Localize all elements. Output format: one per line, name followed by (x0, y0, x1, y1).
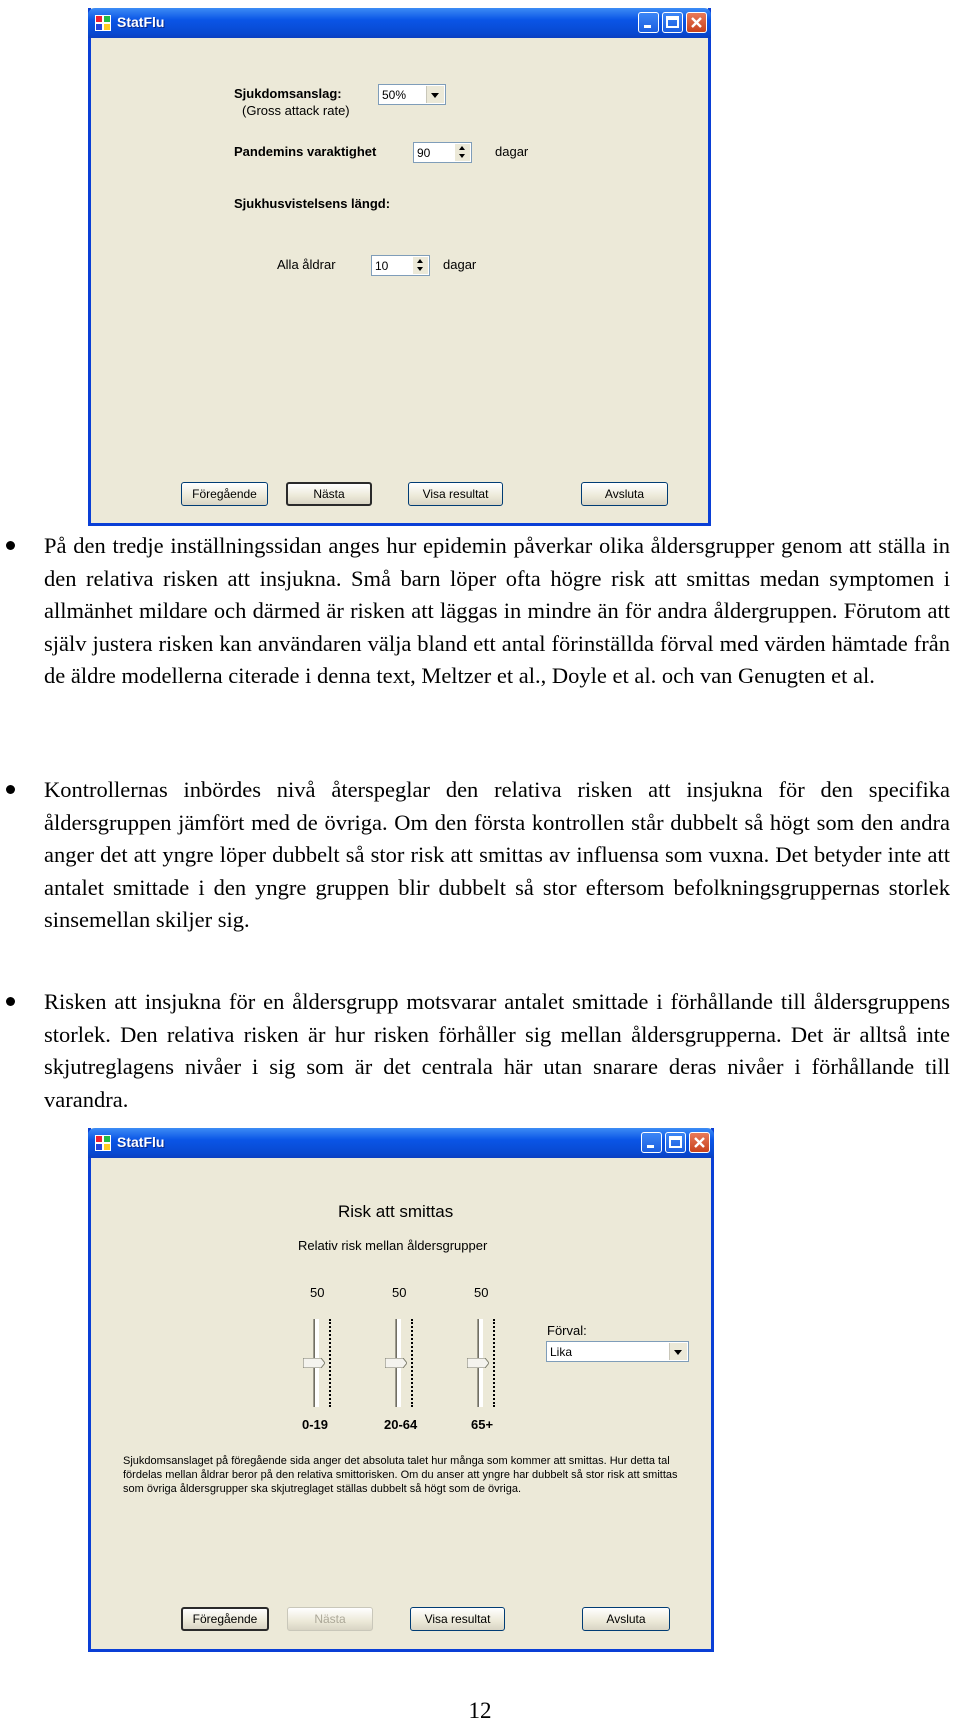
slider-ticks (493, 1319, 499, 1407)
window-title: StatFlu (117, 14, 165, 30)
stepper-buttons (413, 257, 428, 274)
slider-value-0-19: 50 (310, 1285, 325, 1300)
hospital-stay-label: Sjukhusvistelsens längd: (234, 196, 391, 211)
page-number: 12 (468, 1698, 492, 1723)
preset-select[interactable] (546, 1341, 689, 1362)
window-body (91, 38, 708, 523)
slider-value-20-64: 50 (392, 1285, 407, 1300)
maximize-icon (663, 13, 682, 32)
slider-label-65-plus: 65+ (471, 1417, 494, 1432)
attack-rate-label: Sjukdomsanslag: (234, 86, 342, 101)
duration-value: 90 (417, 146, 431, 160)
minimize-button[interactable] (638, 12, 659, 33)
attack-rate-value: 50% (382, 88, 407, 102)
show-results-button[interactable]: Visa resultat (410, 1607, 505, 1631)
previous-button[interactable]: Föregående (181, 1607, 269, 1631)
window-body (91, 1158, 711, 1649)
slider-label-20-64: 20-64 (384, 1417, 418, 1432)
paragraph-1: På den tredje inställningssidan anges hur epidemin påverkar olika åldersgrupper genom att ställa in den relativa risken att insjukna. Små barn löper ofta högre risk att smittas medan symptomen i allmänhet mildare och därmed är risken att läggas in mindre än för andra åldergruppen. Förutom att själv justera risken kan användaren välja bland ett antal förinställda förval med värden hämtade från de äldre modellerna citerade i denna text, Meltzer et al., Doyle et al. och van Genugten et al. (44, 533, 950, 688)
stepper-down-icon[interactable] (455, 152, 470, 161)
preset-label: Förval: (547, 1323, 587, 1338)
paragraph-2: Kontrollernas inbördes nivå återspeglar den relativa risken att insjukna för den specifika åldersgruppen jämfört med de övriga. Om den första kontrollen står dubbelt så högt som den andra anger det att yngre löper dubbelt så stor risk att smittas av influensa som vuxna. Det betyder inte att antalet smittade i den yngre gruppen blir dubbelt så stor eftersom befolkningsgruppernas storlek sinsemellan skiljer sig. (44, 777, 950, 932)
bullet-1 (6, 541, 15, 550)
previous-button[interactable]: Föregående (181, 482, 268, 506)
slider-ticks (329, 1319, 335, 1407)
stepper-down-icon[interactable] (413, 265, 428, 274)
duration-stepper[interactable] (413, 142, 472, 163)
all-ages-value: 10 (375, 259, 389, 273)
maximize-icon (666, 1133, 685, 1152)
quit-button[interactable]: Avsluta (582, 1607, 670, 1631)
maximize-button[interactable] (665, 1132, 686, 1153)
chevron-down-icon[interactable] (426, 86, 444, 103)
attack-rate-sublabel: (Gross attack rate) (242, 103, 350, 118)
duration-unit: dagar (495, 144, 529, 159)
quit-button[interactable]: Avsluta (581, 482, 668, 506)
all-ages-unit: dagar (443, 257, 477, 272)
next-button: Nästa (287, 1607, 373, 1631)
duration-label: Pandemins varaktighet (234, 144, 377, 159)
preset-value: Lika (550, 1345, 573, 1359)
minimize-icon (642, 1133, 661, 1152)
bullet-3 (6, 997, 15, 1006)
maximize-button[interactable] (662, 12, 683, 33)
chevron-down-icon[interactable] (669, 1343, 687, 1360)
slider-value-65-plus: 50 (474, 1285, 489, 1300)
slider-thumb-65-plus[interactable] (467, 1358, 489, 1368)
stepper-buttons (455, 144, 470, 161)
close-button[interactable] (689, 1132, 710, 1153)
slider-label-0-19: 0-19 (302, 1417, 329, 1432)
risk-heading: Risk att smittas (338, 1202, 454, 1221)
close-button[interactable] (686, 12, 707, 33)
attack-rate-select[interactable] (378, 84, 446, 105)
minimize-button[interactable] (641, 1132, 662, 1153)
all-ages-label: Alla åldrar (277, 257, 336, 272)
info-text: Sjukdomsanslaget på föregående sida anger det absoluta talet hur många som kommer att smittas. Hur detta tal fördelas mellan åldrar beror på den relativa smittorisken. Om du anser att yngre har dubbelt så stor risk att smittas som övriga åldersgrupper ska skjutreglaget ställas dubbelt så högt som de övriga. (123, 1455, 678, 1495)
show-results-button[interactable]: Visa resultat (408, 482, 503, 506)
statflu-window-risk (88, 1128, 714, 1652)
bullet-2 (6, 785, 15, 794)
paragraph-3: Risken att insjukna för en åldersgrupp motsvarar antalet smittade i förhållande till åldersgruppens storlek. Den relativa risken är hur risken förhåller sig mellan åldersgrupperna. Det är alltså inte skjutreglagens nivåer i sig som är det centrala här utan snarare deras nivåer i förhållande till varandra. (44, 989, 950, 1112)
app-icon (95, 1135, 111, 1151)
slider-thumb-0-19[interactable] (303, 1358, 325, 1368)
close-icon (687, 13, 706, 32)
risk-subheading: Relativ risk mellan åldersgrupper (298, 1238, 488, 1253)
next-button[interactable]: Nästa (286, 482, 372, 506)
slider-thumb-20-64[interactable] (385, 1358, 407, 1368)
title-bar[interactable] (88, 1128, 714, 1158)
app-icon (95, 15, 111, 31)
title-bar[interactable] (88, 8, 711, 38)
minimize-icon (639, 13, 658, 32)
statflu-window-settings (88, 8, 711, 526)
close-icon (690, 1133, 709, 1152)
all-ages-stepper[interactable] (371, 255, 430, 276)
slider-ticks (411, 1319, 417, 1407)
window-title: StatFlu (117, 1134, 165, 1150)
